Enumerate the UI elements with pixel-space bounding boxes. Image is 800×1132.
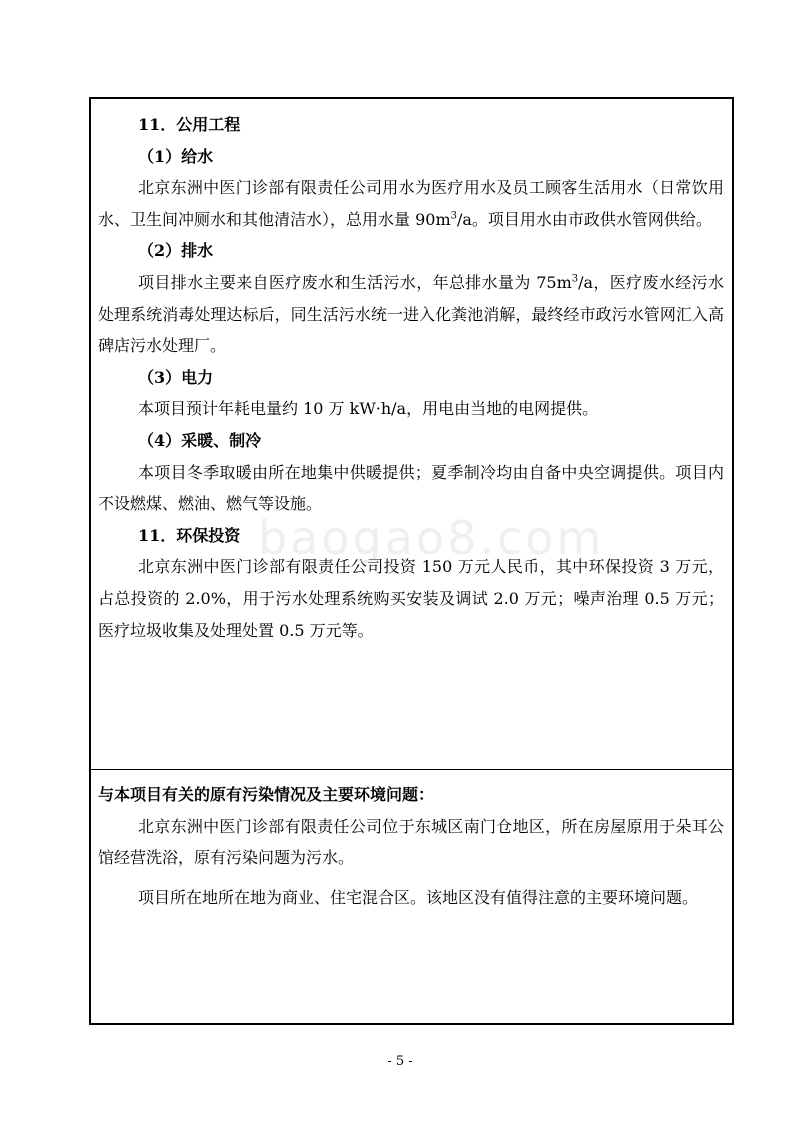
- section-utilities: [91, 109, 732, 646]
- paragraph-power: 本项目预计年耗电量约 10 万 kW·h/a，用电由当地的电网提供。: [138, 399, 599, 419]
- heading-drainage: （2）排水: [138, 241, 214, 261]
- page-number: - 5 -: [387, 1054, 413, 1069]
- paragraph-existing-pollution-2: 项目所在地所在地为商业、住宅混合区。该地区没有值得注意的主要环境问题。: [138, 887, 699, 907]
- watermark: baogao8.com: [258, 511, 605, 565]
- document-frame: [89, 97, 734, 1025]
- section-divider: [91, 769, 732, 770]
- heading-environmental-investment: 11．环保投资: [138, 525, 241, 545]
- heading-public-works: 11．公用工程: [138, 115, 241, 134]
- paragraph-heating-cooling: 本项目冬季取暖由所在地集中供暖提供；夏季制冷均由自备中央空调提供。项目内不设燃煤、燃油、燃气等设施。: [98, 462, 724, 514]
- paragraph-water-supply: 北京东洲中医门诊部有限责任公司用水为医疗用水及员工顾客生活用水（日常饮用水、卫生间冲厕水和其他清洁水），总用水量 $90m^3/a$。项目用水由市政供水管网供给。: [98, 178, 724, 229]
- paragraph-environmental-investment: 北京东洲中医门诊部有限责任公司投资 150 万元人民币，其中环保投资 3 万元，占总投资的 2.0%，用于污水处理系统购买安装及调试 2.0 万元；噪声治理 0.5 万元；医疗垃圾收集及处理处置 0.5 万元等。: [98, 557, 724, 640]
- heading-heating-cooling: （4）采暖、制冷: [138, 430, 262, 450]
- section-title-existing-pollution: 与本项目有关的原有污染情况及主要环境问题：: [98, 785, 435, 804]
- section-existing-pollution: [91, 779, 732, 913]
- heading-power: （3）电力: [138, 367, 214, 387]
- paragraph-existing-pollution-1: 北京东洲中医门诊部有限责任公司位于东城区南门仓地区，所在房屋原用于朵耳公馆经营洗浴，原有污染问题为污水。: [98, 816, 724, 868]
- paragraph-drainage: 项目排水主要来自医疗废水和生活污水，年总排水量为 $75m^3/a$，医疗废水经污水处理系统消毒处理达标后，同生活污水统一进入化粪池消解，最终经市政污水管网汇入高碑店污水处理厂。: [98, 272, 724, 356]
- heading-water-supply: （1）给水: [138, 146, 214, 166]
